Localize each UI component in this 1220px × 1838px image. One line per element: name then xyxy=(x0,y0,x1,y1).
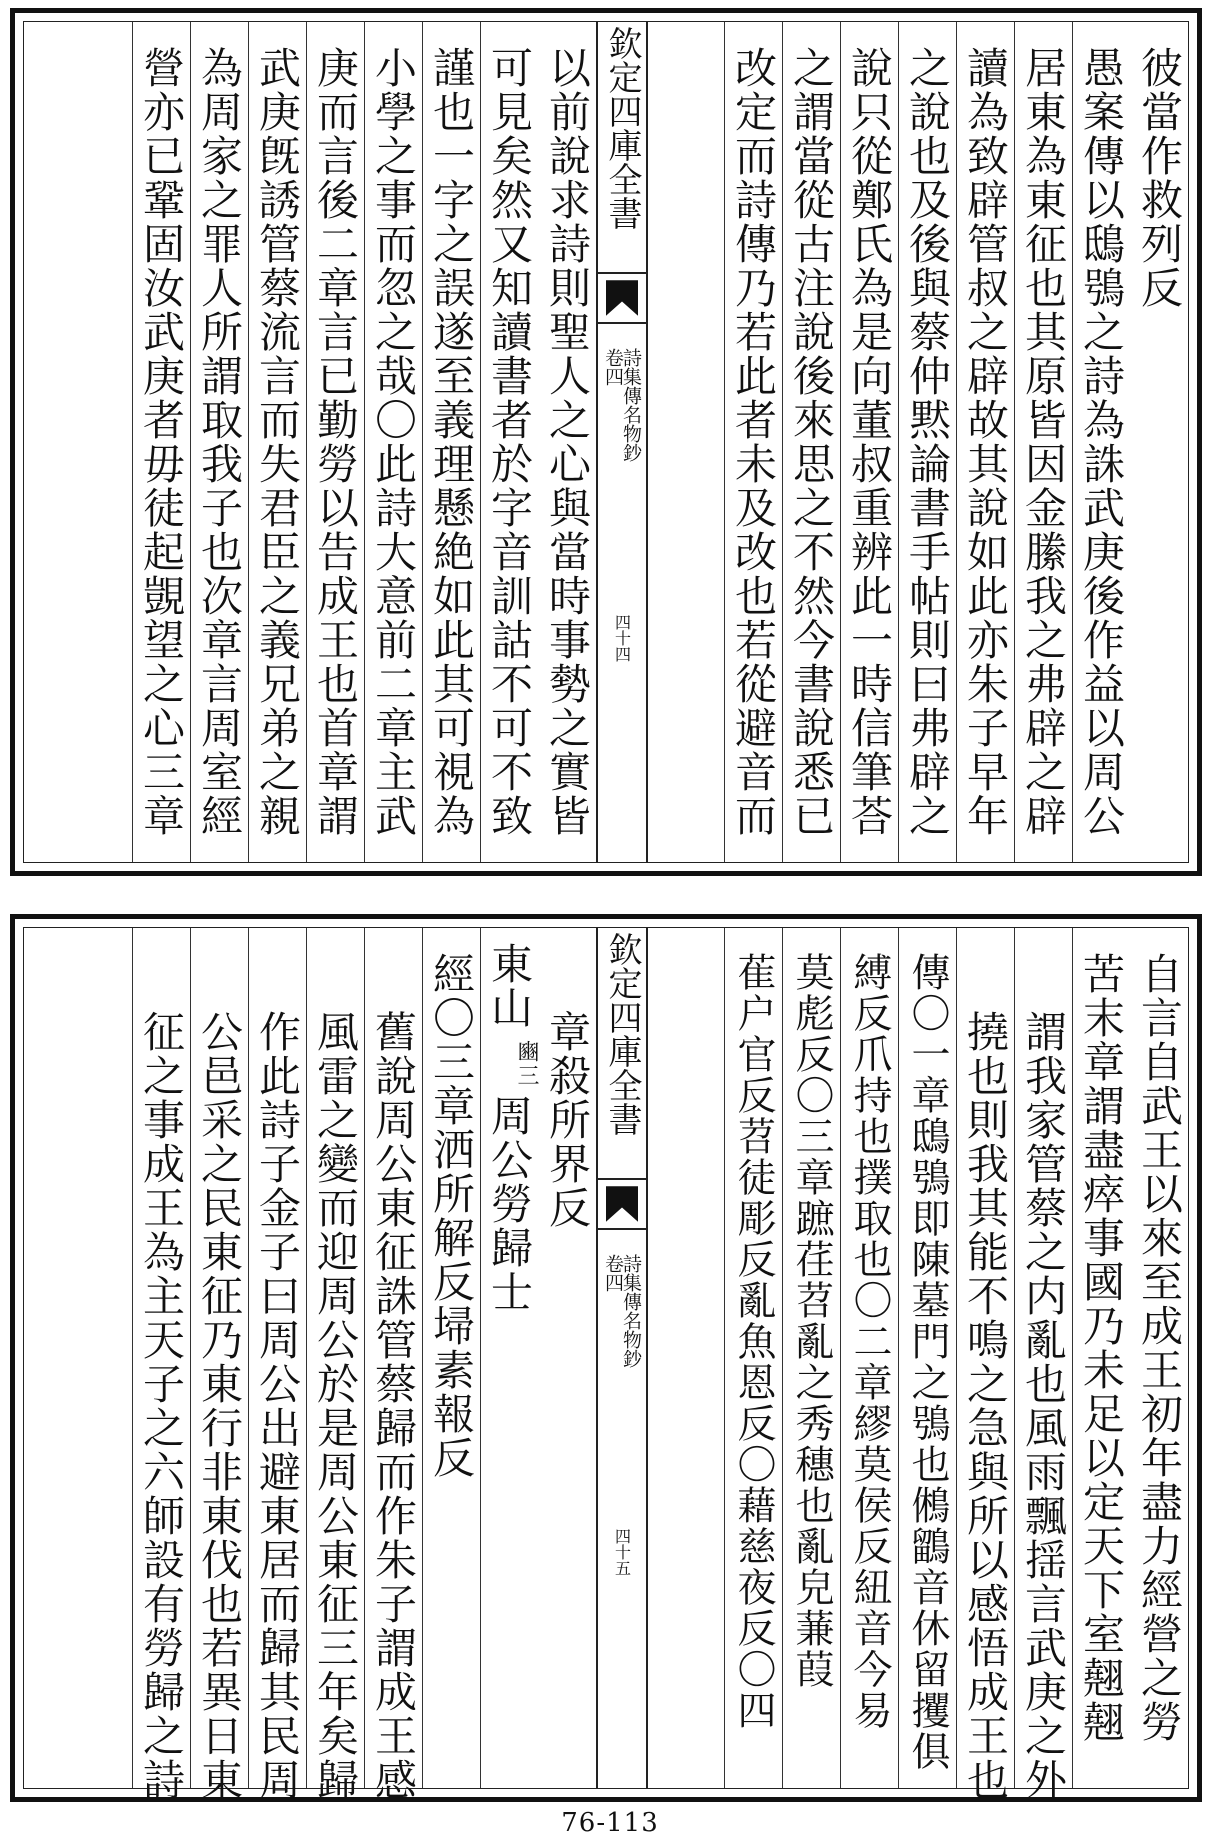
column-text: 謂我家管蔡之内亂也風雨飄揺言武庚之外 xyxy=(1019,1010,1068,1802)
page-number: 四十四 xyxy=(612,614,632,662)
column-text: 庚而言後二章言已勤勞以告成王也首章謂 xyxy=(311,46,360,838)
section-heading: 東山 xyxy=(485,942,534,1030)
column-text: 風雷之變而迎周公於是周公東征三年矣歸 xyxy=(311,1010,360,1802)
column-text: 傳〇一章鴟鴞即陳墓門之鴞也鵂鶹音休留攫俱 xyxy=(905,952,950,1772)
column-text: 愚案傳以鴟鴞之詩為誅武庚後作益以周公 xyxy=(1077,46,1126,838)
text-column xyxy=(1014,928,1072,1802)
column-text: 章殺所界反 xyxy=(543,1010,592,1230)
section-note: 豳三 xyxy=(514,1040,539,1088)
top-page xyxy=(10,8,1202,876)
fish-tail-mark-icon xyxy=(606,278,638,318)
column-text: 萑户官反苕徒彫反亂魚恩反〇藉慈夜反〇四 xyxy=(731,952,776,1731)
text-column xyxy=(898,22,956,862)
column-text: 經〇三章洒所解反埽素報反 xyxy=(427,952,476,1480)
column-text: 居東為東征也其原皆因金縢我之弗辟之辟 xyxy=(1019,46,1068,838)
divider xyxy=(598,1178,646,1180)
center-title-strip xyxy=(596,928,648,1788)
text-column xyxy=(132,22,190,862)
column-text: 改定而詩傳乃若此者未及改也若從避音而 xyxy=(729,46,778,838)
divider xyxy=(598,1228,646,1230)
column-text: 征之事成王為主天子之六師設有勞歸之詩 xyxy=(137,1010,186,1802)
column-text: 小學之事而忽之哉〇此詩大意前二章主武 xyxy=(369,46,418,838)
volume-label: 卷四 xyxy=(602,1254,624,1292)
column-text: 自言自武王以來至成王初年盡力經營之勞 xyxy=(1135,952,1184,1744)
text-column xyxy=(1072,22,1130,862)
text-column xyxy=(1072,928,1130,1788)
column-text: 之說也及後與蔡仲黙論書手帖則曰弗辟之 xyxy=(903,46,952,838)
book-series-title: 欽定四庫全書 xyxy=(602,26,642,230)
bottom-page-frame xyxy=(23,927,1189,1802)
text-column xyxy=(480,22,538,862)
column-text: 作此詩子金子曰周公出避東居而歸其民周 xyxy=(253,1010,302,1802)
column-text: 營亦已鞏固汝武庚者毋徒起覬望之心三章 xyxy=(137,46,186,838)
divider xyxy=(598,272,646,274)
text-column xyxy=(538,928,596,1788)
column-text: 公邑采之民東征乃東行非東伐也若異日東 xyxy=(195,1010,244,1802)
center-title-strip xyxy=(596,22,648,862)
text-column xyxy=(1130,928,1188,1788)
text-column xyxy=(1014,22,1072,862)
column-text: 之謂當從古注說後來思之不然今書說悉已 xyxy=(787,46,836,838)
section-subtitle: 周公勞歸士 xyxy=(485,1094,534,1314)
top-page-frame xyxy=(23,21,1189,863)
column-text: 以前說求詩則聖人之心與當時事勢之實皆 xyxy=(543,46,592,838)
column-text: 為周家之罪人所謂取我子也次章言周室經 xyxy=(195,46,244,838)
page-reference: 76-113 xyxy=(561,1808,659,1838)
text-column xyxy=(538,22,596,862)
column-text: 撓也則我其能不鳴之急與所以感悟成王也 xyxy=(961,1010,1010,1802)
fish-tail-mark-icon xyxy=(606,1184,638,1224)
text-column xyxy=(782,22,840,862)
page-number: 四十五 xyxy=(612,1528,632,1576)
text-column xyxy=(840,22,898,862)
text-column xyxy=(306,22,364,862)
column-text: 莫彪反〇三章蹠荏苕亂之秀穗也亂皃蒹葭 xyxy=(789,952,834,1690)
text-column xyxy=(364,928,422,1802)
text-column xyxy=(956,22,1014,862)
column-text: 彼當作救列反 xyxy=(1135,46,1184,310)
book-name: 詩集傳名物鈔 xyxy=(620,348,642,462)
text-column xyxy=(306,928,364,1802)
column-text: 縛反爪持也撲取也〇二章繆莫侯反紐音今易 xyxy=(847,952,892,1731)
text-column xyxy=(1130,22,1188,862)
book-name: 詩集傳名物鈔 xyxy=(620,1254,642,1368)
column-text: 讀為致辟管叔之辟故其說如此亦朱子早年 xyxy=(961,46,1010,838)
section-heading-column xyxy=(480,928,538,1788)
text-column xyxy=(724,22,782,862)
column-text: 說只從鄭氏為是向董叔重辨此一時信筆荅 xyxy=(845,46,894,838)
text-column xyxy=(956,928,1014,1802)
text-column xyxy=(190,22,248,862)
text-column xyxy=(248,928,306,1802)
column-text: 舊說周公東征誅管蔡歸而作朱子謂成王感 xyxy=(369,1010,418,1802)
text-column xyxy=(190,928,248,1802)
text-column xyxy=(364,22,422,862)
text-column xyxy=(898,928,956,1788)
bottom-page xyxy=(10,914,1202,1802)
column-text: 苦末章謂盡瘁事國乃未足以定天下室翹翹 xyxy=(1077,952,1126,1744)
divider xyxy=(598,322,646,324)
volume-label: 卷四 xyxy=(602,348,624,386)
text-column xyxy=(248,22,306,862)
column-text: 謹也一字之誤遂至義理懸絶如此其可視為 xyxy=(427,46,476,838)
text-column xyxy=(782,928,840,1788)
text-column xyxy=(422,928,480,1788)
text-column xyxy=(422,22,480,862)
text-column xyxy=(840,928,898,1788)
column-text: 可見矣然又知讀書者於字音訓詁不可不致 xyxy=(485,46,534,838)
text-column xyxy=(132,928,190,1802)
book-series-title: 欽定四庫全書 xyxy=(602,932,642,1136)
text-column xyxy=(724,928,782,1788)
column-text: 武庚旣誘管蔡流言而失君臣之義兄弟之親 xyxy=(253,46,302,838)
